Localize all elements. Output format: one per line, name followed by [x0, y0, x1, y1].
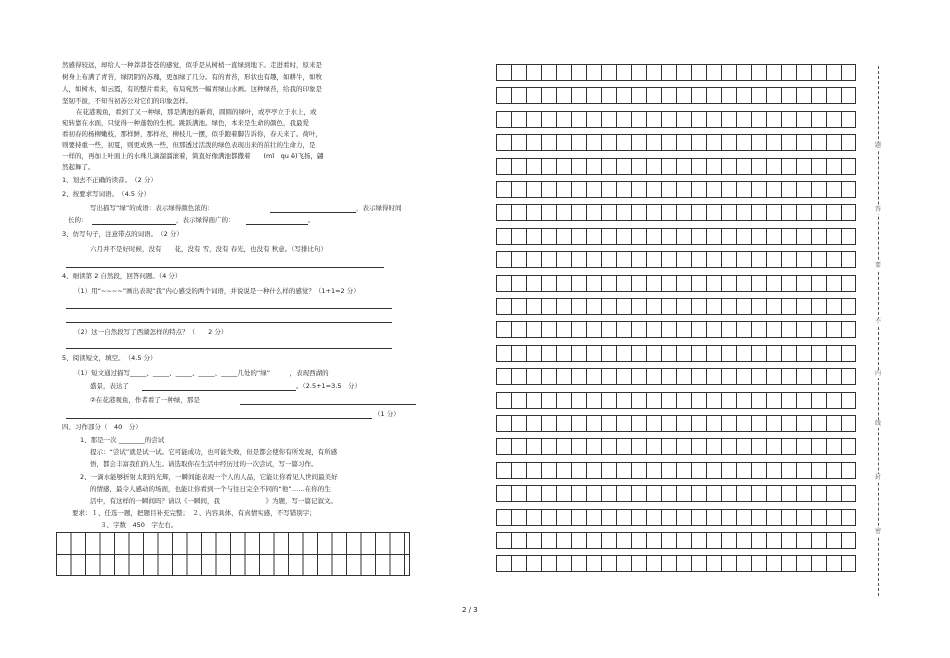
grid-row[interactable] — [496, 64, 856, 81]
passage-line: 人，如树木，如云霞，有的整片看来，布局宛然一幅青绿山水画。这种绿苔，给我的印象是 — [62, 85, 322, 93]
grid-row[interactable] — [496, 158, 856, 175]
grid-row[interactable] — [496, 228, 856, 245]
writing-grid-left[interactable] — [56, 532, 410, 576]
answer-line[interactable] — [66, 267, 384, 268]
answer-line[interactable] — [66, 308, 392, 309]
writing-topic-2-text: 活中，有这样的一瞬间吗？请以《一瞬间，我 》为题，写一篇记叙文。 — [90, 497, 337, 505]
answer-blank[interactable] — [270, 212, 356, 213]
question-2-text: 写出描写“绿”的成语：表示绿得颜色浓的： — [90, 204, 214, 212]
passage-line: 则要持重一些，初夏，则更成熟一些，但那透过活泼的绿色表现出来的茁壮的生命力，是 — [62, 141, 316, 149]
question-4-2: （2）这一自然段写了西湖怎样的特点？（ 2 分） — [74, 328, 228, 336]
grid-row[interactable] — [496, 555, 856, 572]
writing-topic-2-text: 的情感，最令人感动的场面，也能让你看到一个与往日完全不同的“他”……在你的生 — [90, 485, 331, 493]
grid-row[interactable] — [496, 298, 856, 315]
seal-char: 要 — [872, 262, 884, 270]
seal-char: 题 — [872, 142, 884, 150]
writing-grid-right[interactable] — [496, 64, 856, 579]
grid-row[interactable] — [496, 345, 856, 362]
passage-line: 宛转靠在水面，只觉得一种蓬勃的生机。跳跃满池。绿色，本来是生命的颜色，我最爱 — [62, 119, 309, 127]
grid-row[interactable] — [496, 321, 856, 338]
grid-row[interactable] — [496, 204, 856, 221]
question-5-1-text: 盛景，表达了 — [90, 382, 129, 390]
passage-line: 然起舞了。 — [62, 163, 95, 171]
grid-row[interactable] — [496, 415, 856, 432]
passage-line: 一样的，再加上叶面上的水珠儿滴溜溜滚着，简直好像满池都撒着 (mǐ qu ē)飞扬，翩 — [62, 152, 324, 160]
grid-row[interactable] — [496, 462, 856, 479]
answer-blank[interactable] — [240, 404, 416, 405]
writing-topic-2: 2、一滴水能够折射太阳的光辉，一瞬间能表现一个人的人品，它能让你看见人世间最美好 — [80, 473, 338, 481]
question-2: 2、按要求写词语。 （4.5 分） — [62, 190, 151, 198]
answer-line[interactable] — [66, 348, 392, 349]
seal-char: 内 — [872, 370, 884, 378]
passage-line: 看初春的杨柳嫩枝，那样鲜，那样亮，柳枝儿一摆，似乎跑着脚告诉你，春天来了。荷叶， — [62, 130, 322, 138]
seal-char: 封 — [872, 474, 884, 482]
grid-row[interactable] — [496, 134, 856, 151]
answer-blank[interactable] — [92, 224, 176, 225]
grid-row[interactable] — [496, 392, 856, 409]
question-5-2-score: （1 分） — [374, 410, 400, 418]
question-2-text: 。 — [308, 216, 315, 224]
grid-row[interactable] — [496, 181, 856, 198]
grid-row[interactable] — [496, 485, 856, 502]
seal-char: 密 — [872, 528, 884, 536]
question-5-2: ②在花港观鱼，作者看了一种绿，那是 — [90, 396, 200, 404]
grid-row[interactable] — [496, 111, 856, 128]
seal-char: 不 — [872, 318, 884, 326]
grid-row[interactable] — [496, 509, 856, 526]
question-2-text: ，表示绿得时间 — [356, 204, 402, 212]
question-2-text: ，表示绿得面广的： — [176, 216, 235, 224]
answer-line[interactable] — [66, 418, 372, 419]
grid-row[interactable] — [496, 251, 856, 268]
writing-hint: 提示：“尝试”就是试一试。它可能成功，也可能失败，但是都会使你有所发现，有所感 — [90, 448, 338, 456]
grid-row[interactable] — [496, 438, 856, 455]
question-5: 5、阅读短文，填空。 （4.5 分） — [62, 354, 157, 362]
question-4-1: （1）用“~~~~”画出表现“我”内心感受的两个词语，并说说是一种什么样的感觉？（1+1=2 分） — [74, 287, 360, 295]
grid-row[interactable] — [496, 368, 856, 385]
passage-line: 树身上布满了青苔，绿阴阴的苏瑰，更加绿了几分。有的青苔，形状也有趣，如耕牛，如牧 — [62, 73, 322, 81]
writing-topic-1: 1、那是一次 ________的尝试 — [80, 436, 165, 444]
grid-row[interactable] — [496, 275, 856, 292]
page-number: 2 / 3 — [462, 606, 478, 614]
passage-line: 然感得较远，却给人一种莽莽苍苍的感觉，似乎是从树梢一直绿到地下。走进看时，原来是 — [62, 61, 322, 69]
writing-hint: 悟，都会丰富我们的人生。请选取你在生活中经历过的一次尝试，写一篇习作。 — [90, 460, 318, 468]
question-4: 4、细读第 2 自然段，回答问题。（4 分） — [62, 272, 182, 280]
question-5-1: （1）短文通过描写_____、_____、_____、_____、_____几处的“绿” ，表现西湖的 — [74, 369, 329, 377]
seal-char: 答 — [872, 206, 884, 214]
question-3-text: 六月并不是好时候，没有 花，没有 雪，没有 春光，也没有 秋意。（写排比句） — [90, 245, 327, 253]
grid-row[interactable] — [496, 87, 856, 104]
answer-blank[interactable] — [246, 224, 308, 225]
writing-requirements: 要求：１、任选一题，把题目补充完整； ２、内容具体，有真情实感，不写错别字； — [72, 509, 316, 517]
grid-row[interactable] — [496, 532, 856, 549]
writing-requirements: ３、字数 450 字左右。 — [100, 521, 178, 529]
answer-blank[interactable] — [142, 390, 296, 391]
question-1: 1、划去不正确的读音。 （2 分） — [62, 176, 157, 184]
question-3: 3、仿写句子，注意带点的词语。 （2 分） — [62, 230, 183, 238]
question-5-1-text: 。（2.5+1=3.5 分） — [296, 382, 361, 390]
passage-line: 在花港观鱼，看到了又一种绿，那是满池的新荷，圆圆的绿叶，或亭亭立于水上，或 — [76, 108, 317, 116]
seal-char: 线 — [872, 420, 884, 428]
passage-line: 坚韧不拔，不知当初苏公对它们的印象怎样。 — [62, 97, 192, 105]
answer-line[interactable] — [66, 322, 392, 323]
question-2-text: 长的： — [68, 216, 88, 224]
writing-title: 四、习作部分（ 40 分） — [62, 423, 142, 431]
